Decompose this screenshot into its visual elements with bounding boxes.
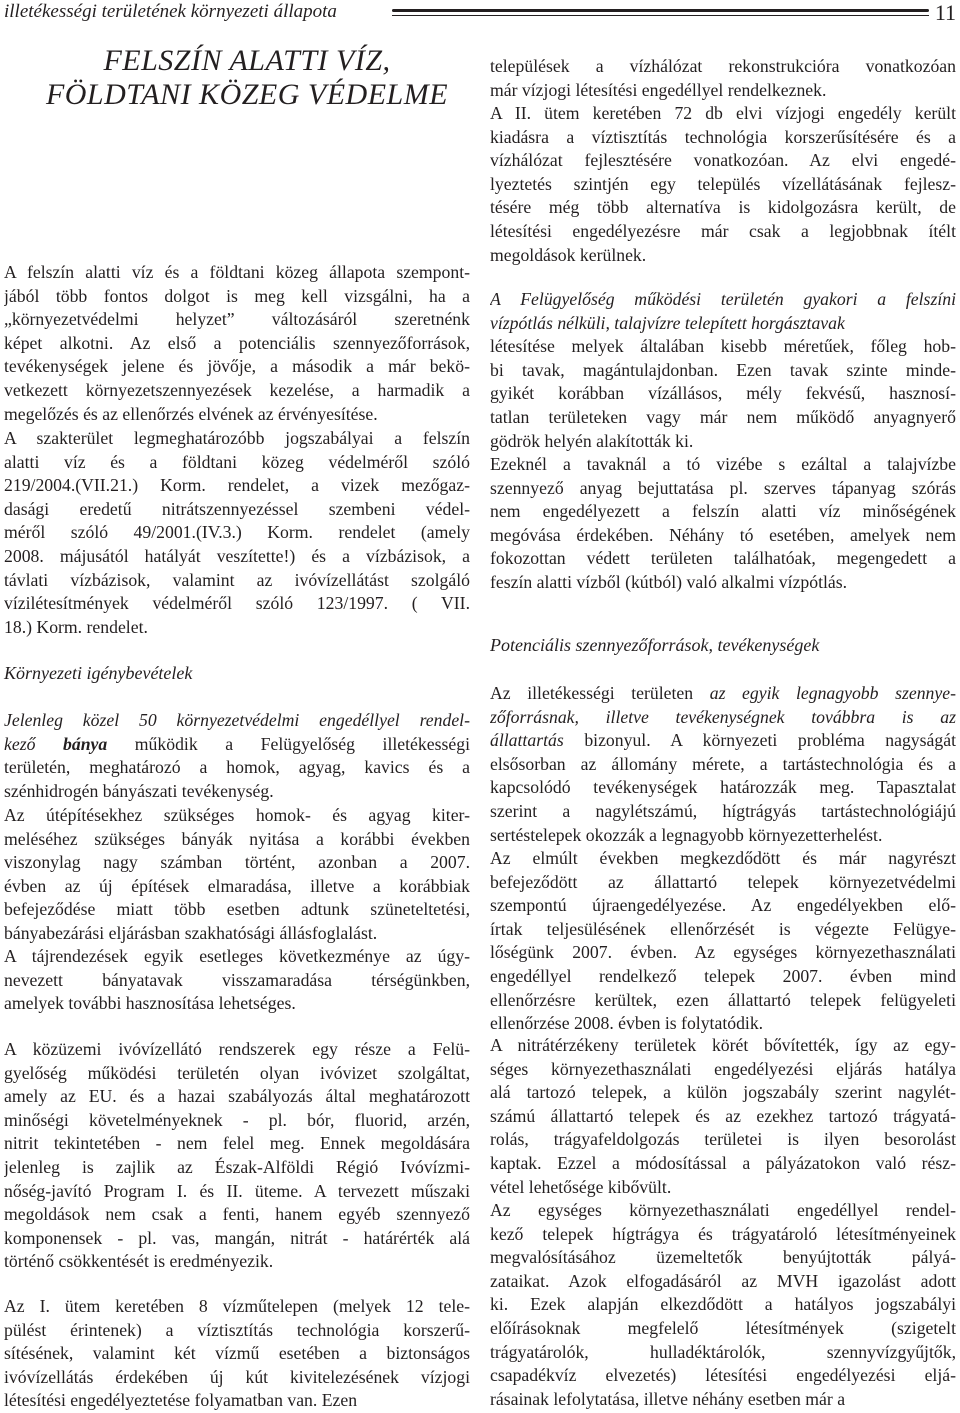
section-title [4,44,490,112]
heading-environmental-demands: Környezeti igénybevételek [4,663,193,683]
text-line: távlati vízbázisok, valamint az ivóvízellátást szolgáló [4,569,470,590]
text-line: vízhálózat fejlesztésére vonatkozóan. Az elvi engedé- [490,150,956,171]
text-line: sertéstelepek okozzák a legnagyobb környezetterhelést. [490,824,883,845]
text-line: megelőzés és az ellenőrzés elvének az érvényesítése. [4,403,378,424]
text-line: gyelőség működési területén olyan ivóvizet szolgáltat, [4,1062,470,1083]
text-line: nitrit tekintetében - nem felel meg. Ennek megoldására [4,1133,470,1154]
text-line: szennyező anyag bejuttatása pl. szerves tápanyag szórás [490,477,956,498]
text-line: amely az EU. és a hazai szabályozás által meghatározott [4,1086,470,1107]
heading-potential-pollution-sources: Potenciális szennyezőforrások, tevékenységek [490,635,820,655]
text-line: történő csökkentését is eredményezik. [4,1251,274,1272]
left-paragraph-1 [4,261,470,426]
text-line: fokozottan védett területen találhatóak, megengedett a [490,548,956,569]
text-line: évben az új építések elmaradása, illetve a korábbiak [4,875,470,896]
text-line: befejeződött az állattartó telepek környezetvédelmi [490,871,956,892]
text-line: tésére még több alternatíva is kidolgozásra került, de [490,197,956,218]
text-line: rolás, trágyafeldolgozás területei is ilyen besorolást [490,1129,956,1150]
right-paragraph-6 [490,847,956,1036]
right-paragraph-1 [490,55,956,102]
text-line: alatti víz és a földtani közeg védelméről szóló [4,451,470,472]
text-line: nőség-javító Program I. és II. üteme. A tervezett műszaki [4,1180,470,1201]
text-line: Az útépítésekhez szükséges homok- és agyag kiter- [4,805,470,825]
header-rule-thin [392,15,929,16]
text-span-bold: bánya [63,733,108,754]
text-line: bi tavak, magántulajdonban. Ezen tavak szinte minde- [490,359,956,380]
text-line: sítésének, valamint két vízmű esetében a biztonságos [4,1343,470,1364]
text-line: kiadásra a víztisztítás technológia korszerűsítésére és a [490,126,956,147]
text-line: Ezeknél a tavaknál a tó vizébe s ezáltal a talajvízbe [490,454,956,474]
text-line: 18.) Korm. rendelet. [4,616,148,637]
text-line: A II. ütem keretében 72 db elvi vízjogi engedély került [490,103,956,123]
text-line: Jelenleg közel 50 környezetvédelmi engedéllyel rendel- [4,710,470,730]
right-paragraph-3-body [490,335,956,453]
text-line: A Felügyelőség működési területén gyakori a felszíni [490,289,956,309]
left-paragraph-5 [4,945,470,1016]
text-line: kaptak. Ezzel a módosítással a pályázatokon való rész- [490,1152,956,1173]
text-line: ellenőrzése 2008. évben is folytatódik. [490,1013,764,1034]
text-line: zőforrásnak, illetve tevékenységnek továbbra is az [490,706,956,727]
text-line: vízpótlás nélküli, talajvízre telepített horgásztavak [490,312,845,333]
text-line: szerint a nagylétszámú, hígtrágyás tartástechnológiájú [490,800,956,821]
text-line: feszín alatti vízből (kútból) való alkalmi vízpótlás. [490,571,848,592]
text-line: lyeztetés szintjén egy település vízellátásának fejlesz- [490,173,956,194]
text-line: vétel lehetősége kibővült. [490,1176,672,1197]
text-line: csapadékvíz elvezetés) létesítési engedélyezési eljá- [490,1365,956,1386]
left-paragraph-2 [4,427,470,639]
text-line: trágyatárolók, hulladéktárolók, szennyvízgyűjtők, [490,1341,956,1362]
text-line: viszonylag nagy számban történt, azonban a 2007. [4,852,470,873]
text-line: meléséhez szükséges bányák nyitása a korábbi években [4,828,470,849]
text-line: települések a vízhálózat rekonstrukcióra vonatkozóan [490,56,956,76]
text-span: bizonyul. A környezeti probléma nagyságát [563,730,956,751]
text-line: vízilétesítmények védelméről szóló 123/1997. ( VII. [4,593,470,614]
text-line: A nitrátérzékeny területek körét bővítették, így az egy- [490,1035,956,1055]
text-line: vetkezett környezetszennyezések kezelése, a harmadik a [4,379,470,400]
text-span: működik a Felügyelőség illetékességi [107,733,470,754]
text-line: számú állattartó telepek és az ezekhez tartozó trágyatá- [490,1105,956,1126]
text-span: Az illetékességi területen [490,683,710,703]
text-line: kapcsolódó tevékenységek határozzák meg. Tapasztalat [490,777,956,798]
text-line: A tájrendezések egyik esetleges következménye az úgy- [4,946,470,966]
text-line: méről szóló 49/2001.(IV.3.) Korm. rendelet (amely [4,522,470,543]
text-line: A szakterület legmeghatározóbb jogszabályai a felszín [4,428,470,448]
text-line [4,733,470,757]
text-line: előírásoknak megfelelő létesítmények (szigetelt [490,1317,956,1338]
right-paragraph-3 [490,288,956,453]
text-line [490,682,956,706]
text-line: „környezetvédelmi helyzet” változásáról szeretnénk [4,309,470,330]
text-line: létesítési engedélyeztetése folyamatban van. Ezen [4,1390,358,1411]
left-paragraph-3-body [4,756,470,803]
text-line: ki. Ezek alapján elkezdődött a hatályos jogszabályi [490,1294,956,1315]
text-line: kező telepek hígtrágya és trágyatároló létesítményeinek [490,1223,956,1244]
text-line: rásainak lefolytatása, illetve néhány esetben már a [490,1388,846,1409]
text-line: lőségünk 2007. évben. Az egységes környezethasználati [490,942,956,963]
text-line: megvalósításához üzemeltetők benyújtották pályá- [490,1247,956,1268]
page-number: 11 [934,0,956,25]
right-paragraph-5-body [490,753,956,847]
text-line: szempontú újraengedélyezése. Az engedélyekben elő- [490,895,956,916]
text-line: jelenleg is zajlik az Észak-Alföldi Régió Ivóvízmi- [4,1156,470,1177]
left-paragraph-7 [4,1295,470,1413]
text-line: Az elmúlt években megkezdődött és már nagyrészt [490,848,956,868]
text-span: kező [4,733,63,754]
text-line: képet alkotni. Az első a potenciális szennyezőforrások, [4,332,470,353]
text-line: jából több fontos dolgot is meg kell vizsgálni, ha a [4,285,470,306]
right-paragraph-2 [490,102,956,267]
text-line: Az egységes környezethasználati engedéllyel rendel- [490,1200,956,1220]
text-line: már vízjogi létesítési engedéllyel rendelkeznek. [490,79,827,100]
text-line: komponensek - pl. vas, mangán, nitrát - határérték alá [4,1227,470,1248]
right-paragraph-5 [490,682,956,847]
right-paragraph-4 [490,453,956,595]
text-line: alá tartozó telepek, a külön jogszabály szerint nagylét- [490,1082,956,1103]
left-paragraph-3 [4,709,470,803]
text-line: gödrök helyén alakították ki. [490,430,694,451]
text-line: szénhidrogén bányászati tevékenység. [4,780,274,801]
text-span-italic: az egyik legnagyobb szennye- [709,683,956,703]
text-line: 219/2004.(VII.21.) Korm. rendelet, a vizek mezőgaz- [4,475,470,496]
text-line: A felszín alatti víz és a földtani közeg állapota szempont- [4,262,470,282]
text-line: engedéllyel rendelkező telepek 2007. évben mind [490,965,956,986]
right-paragraph-7 [490,1034,956,1199]
text-line: területén, meghatározó a homok, agyag, kavics és a [4,757,470,778]
text-line: pülést érintenek) a víztisztítás technológia korszerű- [4,1319,470,1340]
text-line: tatlan területeken vagy már nem működő anyagnyerő [490,406,956,427]
left-paragraph-6 [4,1038,470,1274]
right-paragraph-3-italic [490,288,956,335]
text-line: nevezett bányatavak visszamaradása térségünkben, [4,969,470,990]
right-paragraph-8 [490,1199,956,1411]
section-title-line-1: FELSZÍN ALATTI VÍZ, [103,44,391,77]
header-rule [392,9,929,12]
text-line: zataikat. Azok elfogadásáról az MVH igazolást adott [490,1270,956,1291]
text-line: megoldások nem csak a fenti, hanem egyéb szennyező [4,1204,470,1225]
text-line: Az I. ütem keretében 8 vízműtelepen (melyek 12 tele- [4,1296,470,1316]
text-line: tevékenységek jelene és jövője, a második a már bekö- [4,356,470,377]
text-line: minőségi követelményeknek - pl. bór, fluorid, arzén, [4,1109,470,1130]
text-line: ellenőrzésre kerültek, ezen állattartó telepek felügyeleti [490,989,956,1010]
text-line: gyikét korábban vízállásos, mély fekvésű, hasznosí- [490,383,956,404]
section-title-line-2: FÖLDTANI KÖZEG VÉDELME [45,78,449,111]
text-line: létesítése melyek általában kisebb méretűek, főleg hob- [490,336,956,357]
page-header [0,0,960,30]
text-line: séges környezethasználati engedélyezési eljárás hatálya [490,1058,956,1079]
text-line: dasági eredetű nitrátszennyezéssel szembeni védel- [4,498,470,519]
text-line: megoldások kerülnek. [490,244,647,265]
text-span-italic: állattartás [490,730,564,751]
text-line: amelyek további hasznosítása lehetséges. [4,993,296,1014]
text-line: megóvása érdekében. Néhány tó esetében, amelyek nem [490,524,956,545]
text-line: befejeződése miatt több esetben adtunk szüneteltetési, [4,899,470,920]
text-line: írtak teljesülésének ellenőrzését is végezte Felügye- [490,918,956,939]
text-line: 2008. májusától hatályát veszítette!) és a vízbázisok, a [4,545,470,566]
text-line [490,729,956,753]
running-title: illetékességi területének környezeti állapota [4,1,337,22]
text-line: elsősorban az állomány mérete, a tartástechnológia és a [490,753,956,774]
text-line: nem engedélyezett a felszín alatti víz minőségének [490,501,956,522]
left-paragraph-4 [4,804,470,946]
text-line: A közüzemi ivóvízellátó rendszerek egy része a Felü- [4,1039,470,1059]
text-line: bányabezárási eljárásban szakhatósági állásfoglalást. [4,922,378,943]
text-line: ivóvízellátás érdekében új kút kivitelezésének vízjogi [4,1366,470,1387]
text-line: létesítési engedélyezésre már csak a legjobbnak ítélt [490,220,956,241]
